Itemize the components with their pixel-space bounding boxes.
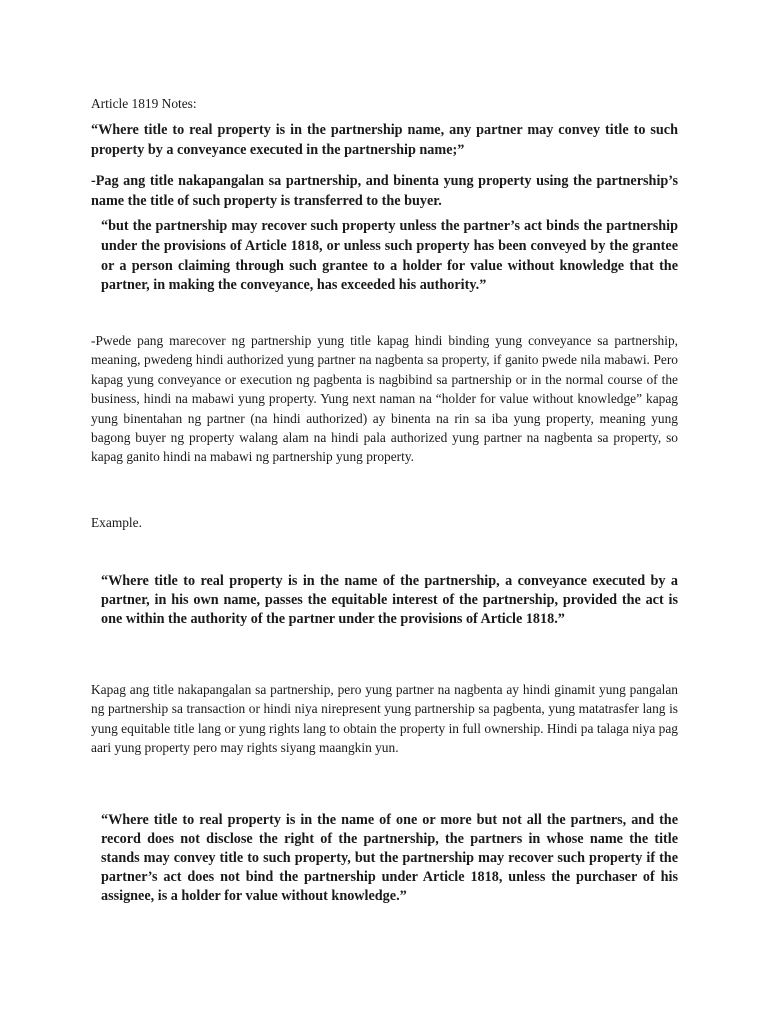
note-paragraph-3: Kapag ang title nakapangalan sa partnership, pero yung partner na nagbenta ay hindi ginamit yung pangalan ng partnership sa transaction or hindi niya nirepresent yung partnership sa pagbenta, yung matatrasfer lang is yung equitable title lang or yung rights lang to obtain the property in full ownership. Hindi pa talaga niya pag aari yung property pero may rights siyang maangkin yun. <box>91 682 678 756</box>
example-label: Example. <box>91 515 142 530</box>
note-paragraph-2: -Pwede pang marecover ng partnership yung title kapag hindi binding yung conveyance sa partnership, meaning, pwedeng hindi authorized yung partner na nagbenta sa property, if ganito pwede nila mabawi. Pero kapag yung conveyance or execution ng pagbenta is nagbibind sa partnership or in the normal course of the business, hindi na mabawi yung property. Yung next naman na “holder for value without knowledge” kapag yung binentahan ng partner (na hindi authorized) ay binenta na rin sa iba yung property, meaning yung bagong buyer ng property walang alam na hindi pala authorized yung partner na nagbenta sa property, so kapag ganito hindi na mabawi ng partnership yung property. <box>91 333 678 465</box>
quote-paragraph-1: “Where title to real property is in the partnership name, any partner may convey title to such property by a conveyance executed in the partnership name;” <box>91 122 678 159</box>
quote-paragraph-4: “Where title to real property is in the name of one or more but not all the partners, and the record does not disclose the right of the partnership, the partners in whose name the title stands may convey title to such property, but the partnership may recover such property if the partner’s act does not bind the partnership under Article 1818, unless the purchaser of his assignee, is a holder for value without knowledge.” <box>101 812 678 904</box>
quote-paragraph-2: “but the partnership may recover such property unless the partner’s act binds the partnership under the provisions of Article 1818, or unless such property has been conveyed by the grantee or a person claiming through such grantee to a holder for value without knowledge that the partner, in making the conveyance, has exceeded his authority.” <box>101 218 678 294</box>
page-heading: Article 1819 Notes: <box>91 96 197 111</box>
note-paragraph-1: -Pag ang title nakapangalan sa partnership, and binenta yung property using the partnership’s name the title of such property is transferred to the buyer. <box>91 173 678 210</box>
quote-paragraph-3: “Where title to real property is in the name of the partnership, a conveyance executed by a partner, in his own name, passes the equitable interest of the partnership, provided the act is one within the authority of the partner under the provisions of Article 1818.” <box>101 573 678 627</box>
